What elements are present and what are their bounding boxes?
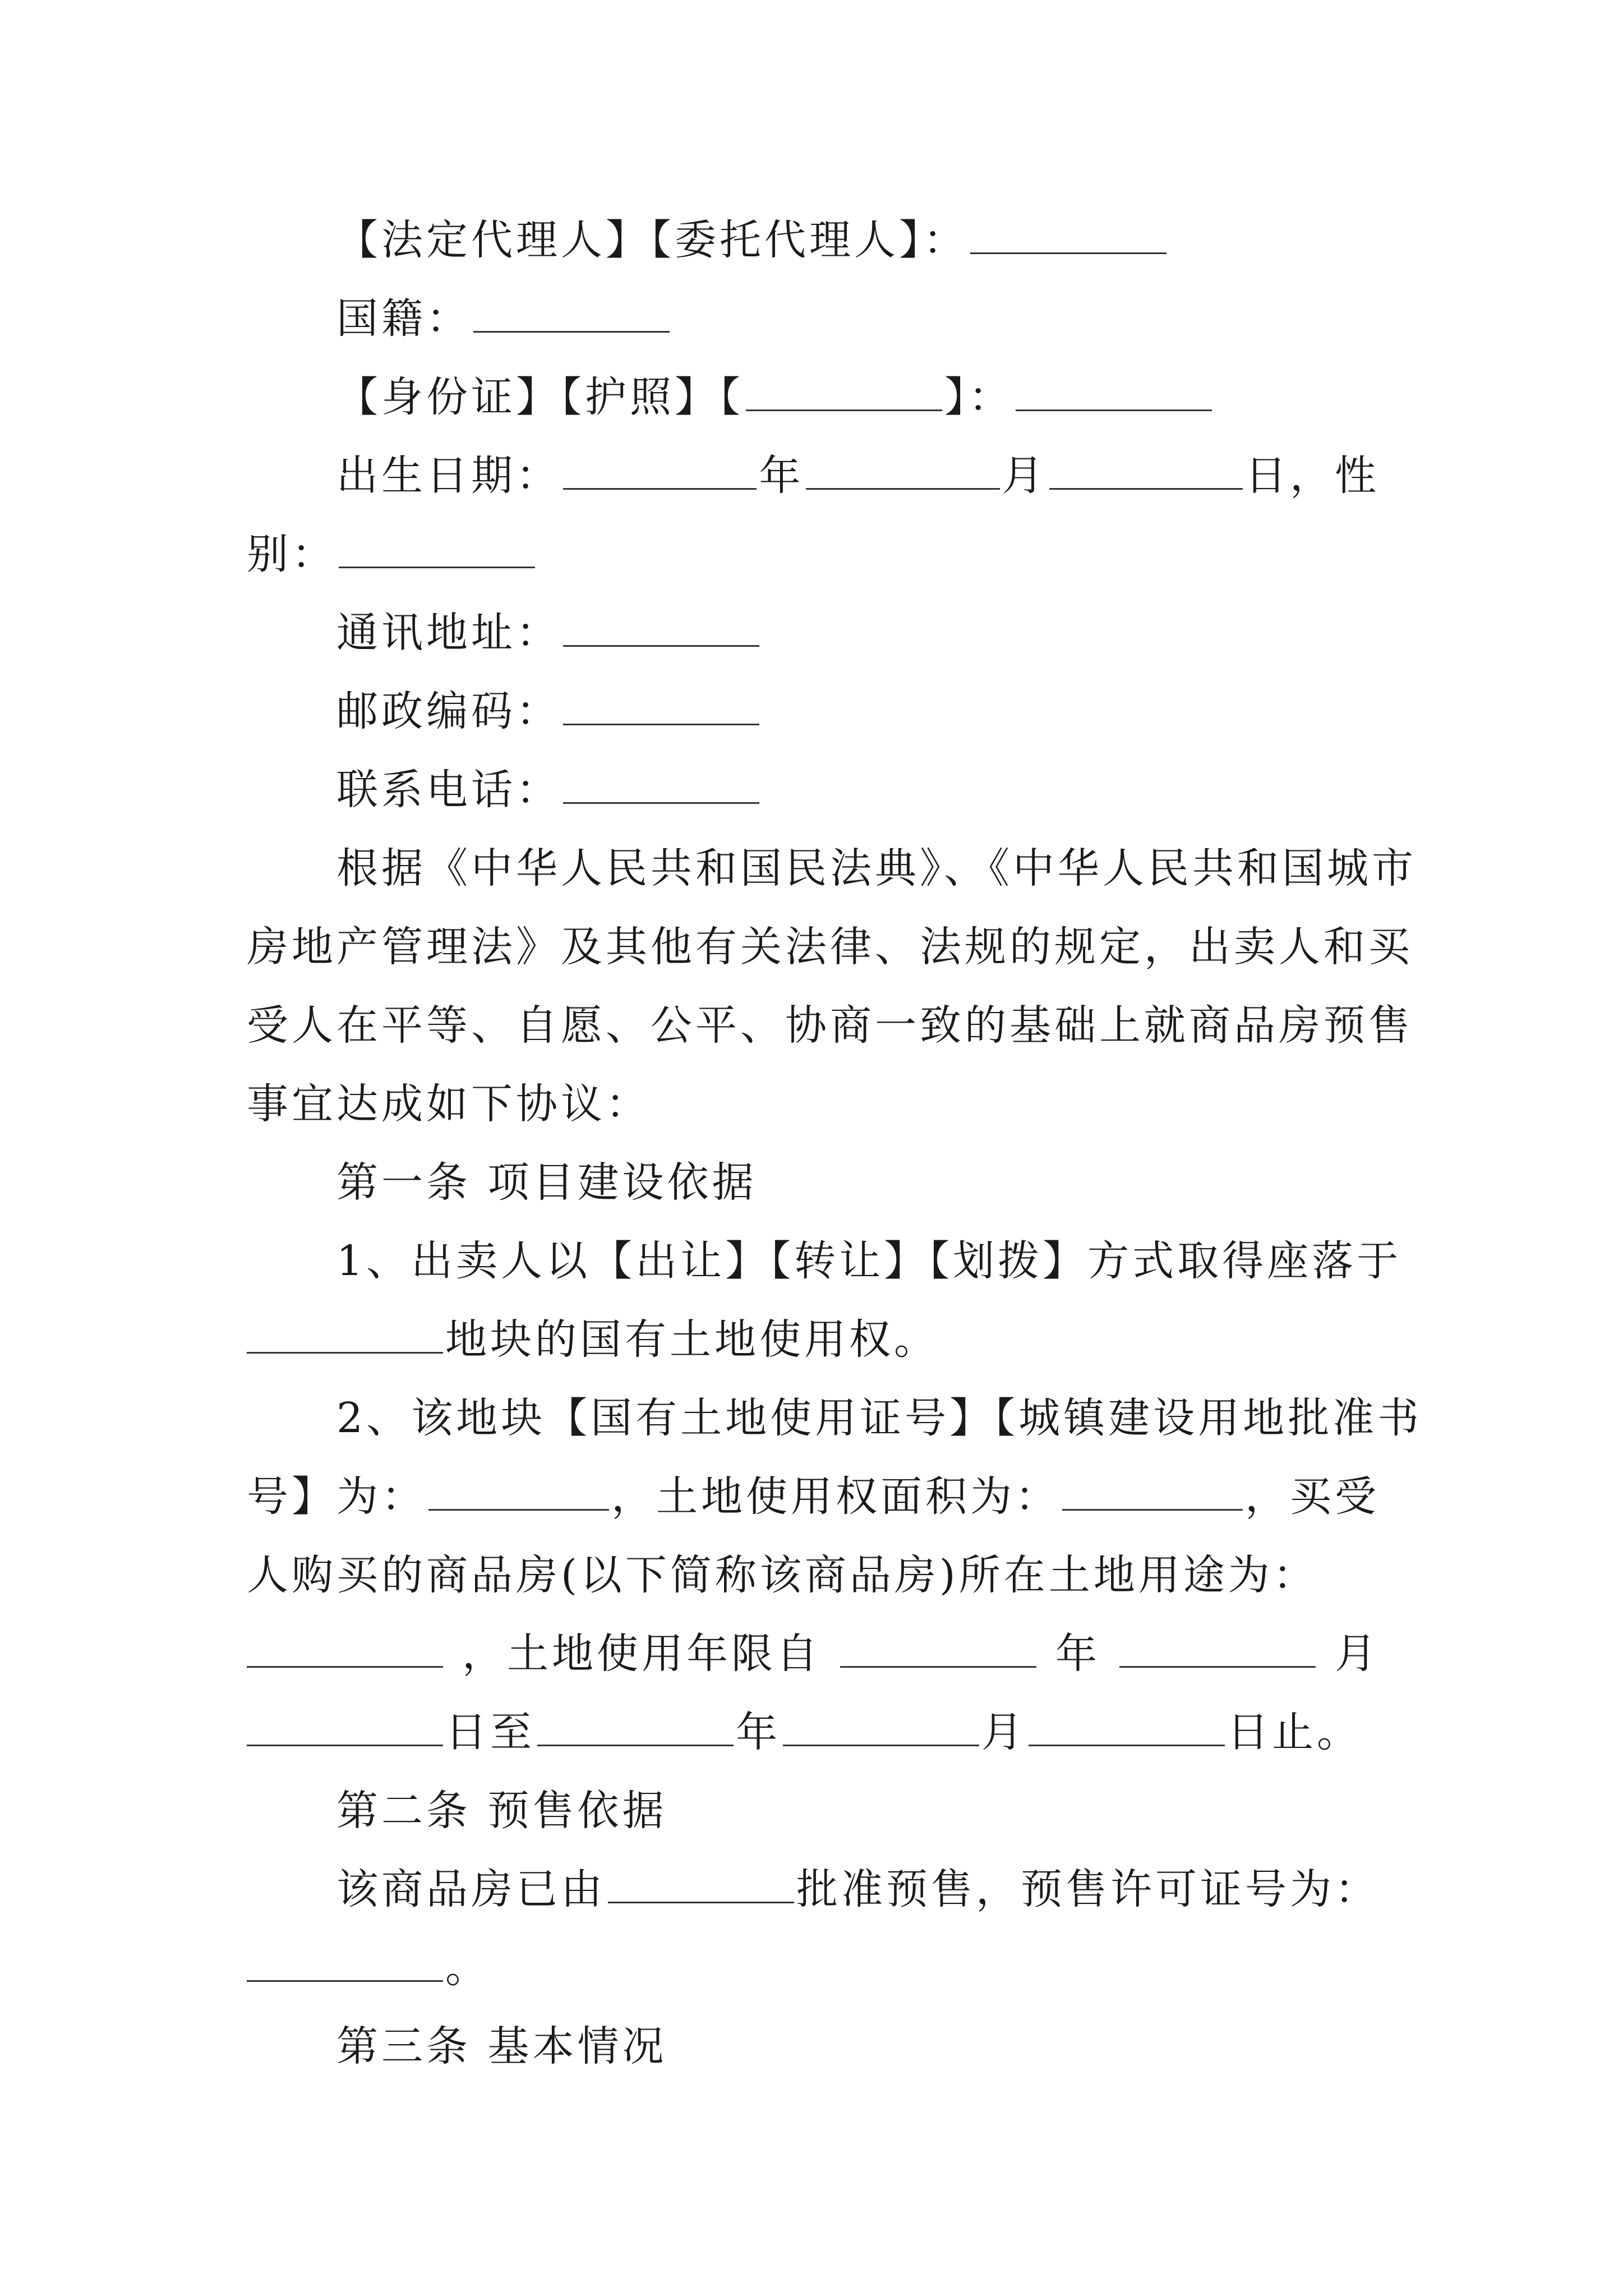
term-start-month-blank <box>1119 1631 1316 1668</box>
nationality-label: 国籍： <box>336 295 471 343</box>
id-doc-label-end: 】： <box>944 373 1013 421</box>
certificate-number-label: 号】为： <box>247 1473 426 1521</box>
term-end-day-blank <box>1029 1710 1225 1746</box>
postcode-line <box>336 683 1380 739</box>
id-doc-label: 【身份证】【护照】【 <box>336 373 744 421</box>
permit-number-blank <box>247 1945 443 1982</box>
gender-blank <box>339 532 535 568</box>
term-start-year-label: 年 <box>1055 1630 1100 1678</box>
id-doc-type-blank <box>746 375 942 411</box>
id-doc-line <box>336 369 1380 425</box>
term-start-year-blank <box>840 1631 1036 1668</box>
month-label: 月 <box>1002 452 1047 500</box>
approval-authority-blank <box>608 1867 794 1903</box>
plot-label: 地块的国有土地使用权。 <box>445 1315 939 1364</box>
gender-line <box>247 526 1380 582</box>
term-end-year-label: 年 <box>736 1708 781 1756</box>
birth-day-blank <box>1049 453 1243 490</box>
agent-blank <box>970 218 1166 254</box>
article-1-item-1-line-1: 1、出卖人以【出让】【转让】【划拨】方式取得座落于 <box>336 1237 1402 1285</box>
article-1-heading: 第一条 项目建设依据 <box>336 1158 757 1207</box>
birth-year-blank <box>563 453 757 490</box>
phone-line <box>336 762 1380 818</box>
phone-label: 联系电话： <box>336 766 561 814</box>
birth-month-blank <box>806 453 999 490</box>
postcode-blank <box>563 689 759 725</box>
term-end-year-blank <box>537 1710 734 1746</box>
address-label: 通讯地址： <box>336 609 561 657</box>
article-1-item-2-line-4 <box>247 1626 1380 1682</box>
agent-label: 【法定代理人】【委托代理人】： <box>336 216 968 264</box>
term-to-label: 日至 <box>445 1708 535 1756</box>
article-1-item-2-line-5 <box>247 1704 1380 1760</box>
term-end-month-blank <box>783 1710 979 1746</box>
birth-date-label: 出生日期： <box>336 452 561 500</box>
approved-by-label: 该商品房已由 <box>336 1865 606 1913</box>
gender-label: 别： <box>247 530 336 578</box>
article-2-line-2 <box>247 1940 1380 1996</box>
land-term-label: ，土地使用年限自 <box>462 1630 821 1678</box>
land-use-blank <box>247 1631 443 1668</box>
article-3-heading: 第三条 基本情况 <box>336 2022 667 2070</box>
basis-paragraph-line-4: 事宜达成如下协议： <box>247 1080 651 1128</box>
nationality-blank <box>473 296 670 333</box>
land-area-blank <box>1062 1474 1243 1511</box>
article-1-item-2-line-2 <box>247 1469 1380 1525</box>
term-end-label: 日止。 <box>1227 1708 1362 1756</box>
article-2-line-1 <box>336 1861 1380 1917</box>
basis-paragraph-line-3: 受人在平等、自愿、公平、协商一致的基础上就商品房预售 <box>247 1001 1413 1050</box>
day-gender-label: 日，性 <box>1244 452 1380 500</box>
term-start-month-label: 月 <box>1335 1630 1380 1678</box>
postcode-label: 邮政编码： <box>336 687 561 735</box>
id-doc-number-blank <box>1016 375 1212 411</box>
birth-date-line <box>336 448 1380 504</box>
basis-paragraph-line-2: 房地产管理法》及其他有关法律、法规的规定，出卖人和买 <box>247 923 1413 971</box>
buyer-label: ，买受 <box>1245 1473 1380 1521</box>
period-mark: 。 <box>445 1944 490 1992</box>
phone-blank <box>563 767 759 804</box>
article-2-heading: 第二条 预售依据 <box>336 1787 667 1835</box>
term-start-day-blank <box>247 1710 443 1746</box>
nationality-line <box>336 291 1380 347</box>
land-area-label: ，土地使用权面积为： <box>611 1473 1060 1521</box>
article-1-item-1-line-2 <box>247 1312 1380 1368</box>
address-line <box>336 605 1380 661</box>
year-label: 年 <box>759 452 804 500</box>
article-1-item-2-line-1: 2、该地块【国有土地使用证号】【城镇建设用地批准书 <box>336 1394 1423 1442</box>
basis-paragraph-line-1: 根据《中华人民共和国民法典》、《中华人民共和国城市 <box>336 844 1417 892</box>
address-blank <box>563 610 759 647</box>
article-1-item-2-line-3: 人购买的商品房(以下简称该商品房)所在土地用途为： <box>247 1551 1318 1599</box>
plot-location-blank <box>247 1317 443 1354</box>
presale-permit-label: 批准预售，预售许可证号为： <box>796 1865 1380 1913</box>
agent-line <box>336 212 1380 268</box>
term-end-month-label: 月 <box>981 1708 1026 1756</box>
certificate-number-blank <box>428 1474 609 1511</box>
